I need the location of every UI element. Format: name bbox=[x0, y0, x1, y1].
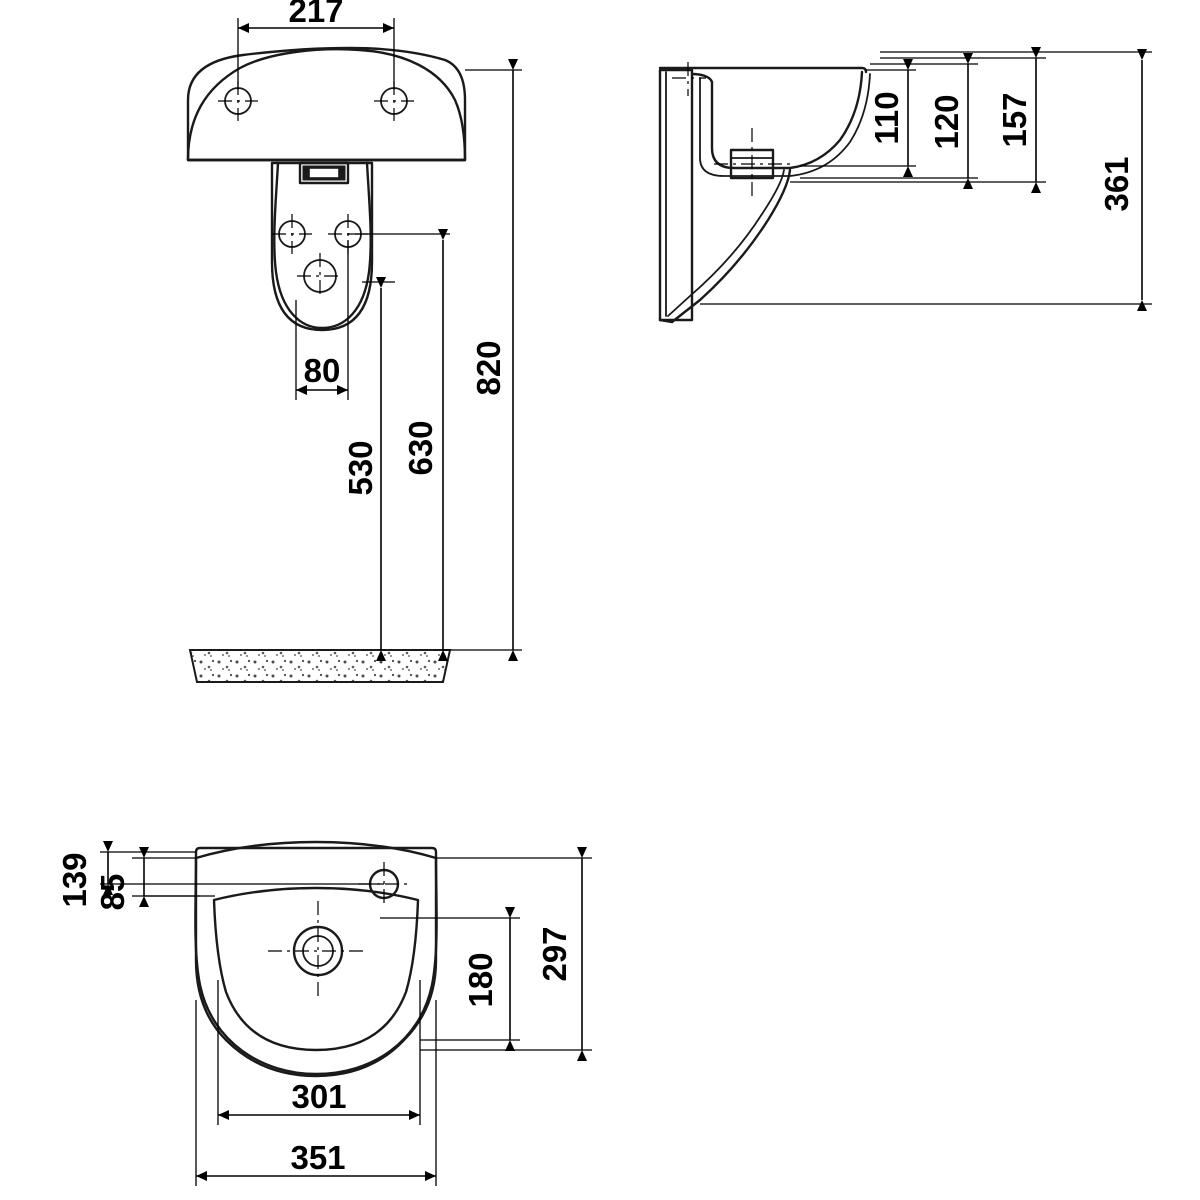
dimension-110 bbox=[800, 70, 916, 166]
dimension-80 bbox=[296, 240, 348, 400]
dim-label-530: 530 bbox=[342, 440, 379, 496]
dim-label-361: 361 bbox=[1098, 156, 1135, 212]
dim-label-297: 297 bbox=[536, 926, 573, 982]
dim-label-301: 301 bbox=[291, 1078, 347, 1115]
dim-label-157: 157 bbox=[996, 92, 1033, 148]
waste-hole bbox=[268, 901, 368, 1001]
dim-label-630: 630 bbox=[402, 420, 439, 476]
pedestal-hole-left bbox=[272, 214, 312, 254]
view-side-section bbox=[660, 52, 1152, 322]
dim-label-180: 180 bbox=[462, 952, 499, 1008]
dimension-820 bbox=[443, 70, 522, 650]
dim-label-139: 139 bbox=[56, 852, 93, 908]
dimension-530 bbox=[342, 282, 395, 650]
dim-label-217: 217 bbox=[288, 0, 344, 29]
view-top-plan bbox=[56, 842, 592, 1186]
dim-label-80: 80 bbox=[303, 352, 341, 389]
dimension-217 bbox=[238, 0, 394, 90]
pedestal-hole-center bbox=[297, 253, 343, 299]
view-front-elevation bbox=[188, 0, 522, 682]
dimension-180 bbox=[380, 918, 520, 1040]
dim-label-820: 820 bbox=[470, 340, 507, 396]
dim-label-351: 351 bbox=[290, 1139, 346, 1176]
dimension-297 bbox=[420, 858, 592, 1050]
floor-strip bbox=[190, 650, 450, 682]
dim-label-85: 85 bbox=[94, 873, 131, 911]
dim-label-110: 110 bbox=[868, 91, 905, 145]
dim-label-120: 120 bbox=[928, 94, 965, 150]
